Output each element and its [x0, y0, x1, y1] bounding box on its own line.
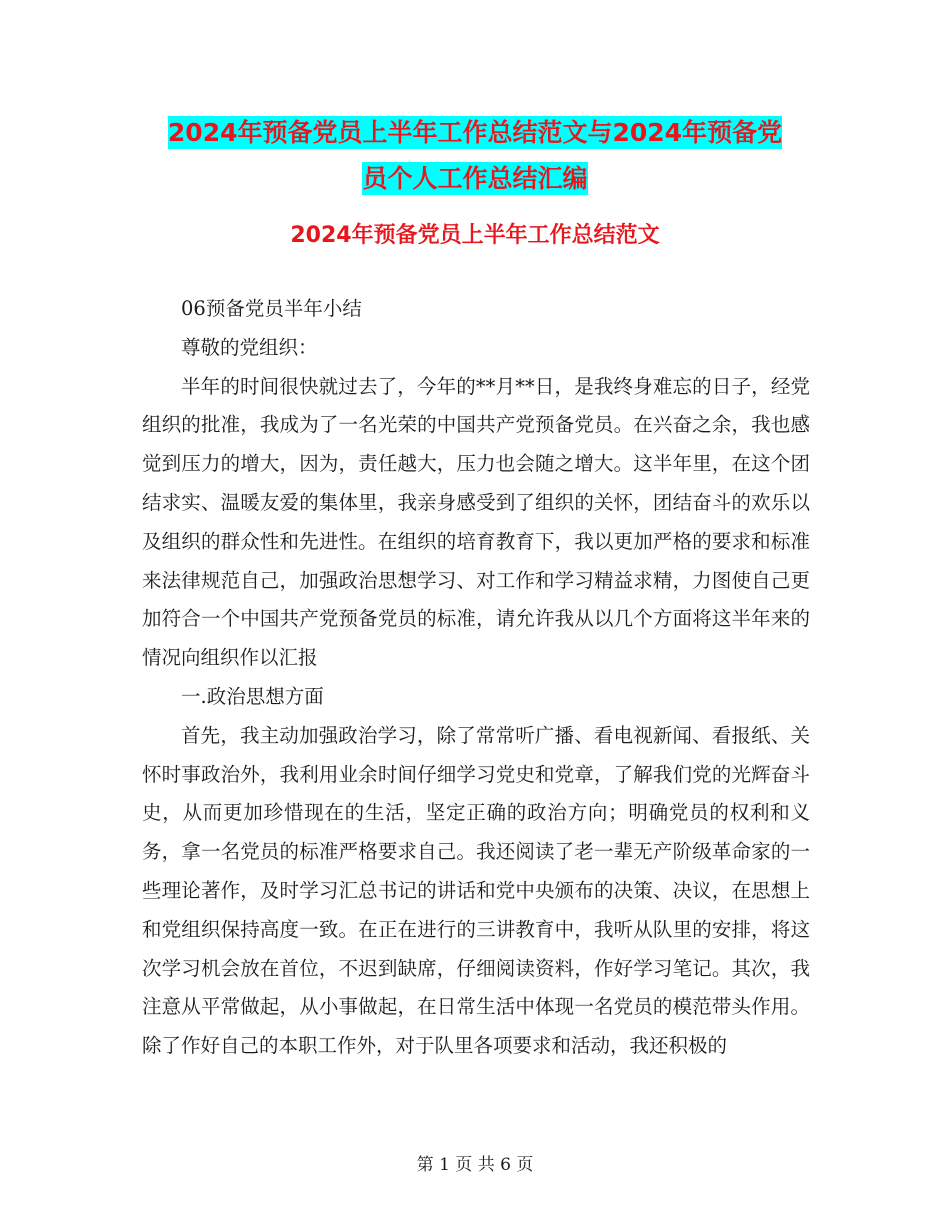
paragraph-salutation: 尊敬的党组织： — [181, 335, 318, 359]
paragraph-heading: 06预备党员半年小结 — [181, 297, 362, 320]
paragraph-political: 首先，我主动加强政治学习，除了常常听广播、看电视新闻、看报纸、关怀时事政治外，我利用业余时间仔细学习党史和党章，了解我们党的光辉奋斗史，从而更加珍惜现在的生活，坚定正确的政治方向；明确党员的权利和义务，拿一名党员的标准严格要求自己。我还阅读了老一辈无产阶级革命家的一些理论著作，及时学习汇总书记的讲话和党中央颁布的决策、决议，在思想上和党组织保持高度一致。在正在进行的三讲教育中，我听从队里的安排，将这次学习机会放在首位，不迟到缺席，仔细阅读资料，作好学习笔记。其次，我注意从平常做起，从小事做起，在日常生活中体现一名党员的模范带头作用。除了作好自己的本职工作外，对于队里各项要求和活动，我还积极的 — [142, 723, 810, 1058]
page-footer: 第 1 页 共 6 页 — [416, 1155, 534, 1175]
paragraph-intro: 半年的时间很快就过去了，今年的**月**日，是我终身难忘的日子，经党组织的批准，我成为了一名光荣的中国共产党预备党员。在兴奋之余，我也感觉到压力的增大，因为，责任越大，压力也会随之增大。这半年里，在这个团结求实、温暖友爱的集体里，我亲身感受到了组织的关怀，团结奋斗的欢乐以及组织的群众性和先进性。在组织的培育教育下，我以更加严格的要求和标准来法律规范自己，加强政治思想学习、对工作和学习精益求精，力图使自己更加符合一个中国共产党预备党员的标准，请允许我从以几个方面将这半年来的情况向组织作以汇报 — [142, 374, 810, 670]
section-title: 2024年预备党员上半年工作总结范文 — [290, 223, 660, 248]
title-line-2: 员个人工作总结汇编 — [362, 164, 588, 193]
title-line-1: 2024年预备党员上半年工作总结范文与2024年预备党 — [167, 118, 783, 147]
document-title — [140, 110, 810, 202]
paragraph-section-heading: 一.政治思想方面 — [181, 684, 324, 708]
document-body — [142, 290, 810, 1066]
